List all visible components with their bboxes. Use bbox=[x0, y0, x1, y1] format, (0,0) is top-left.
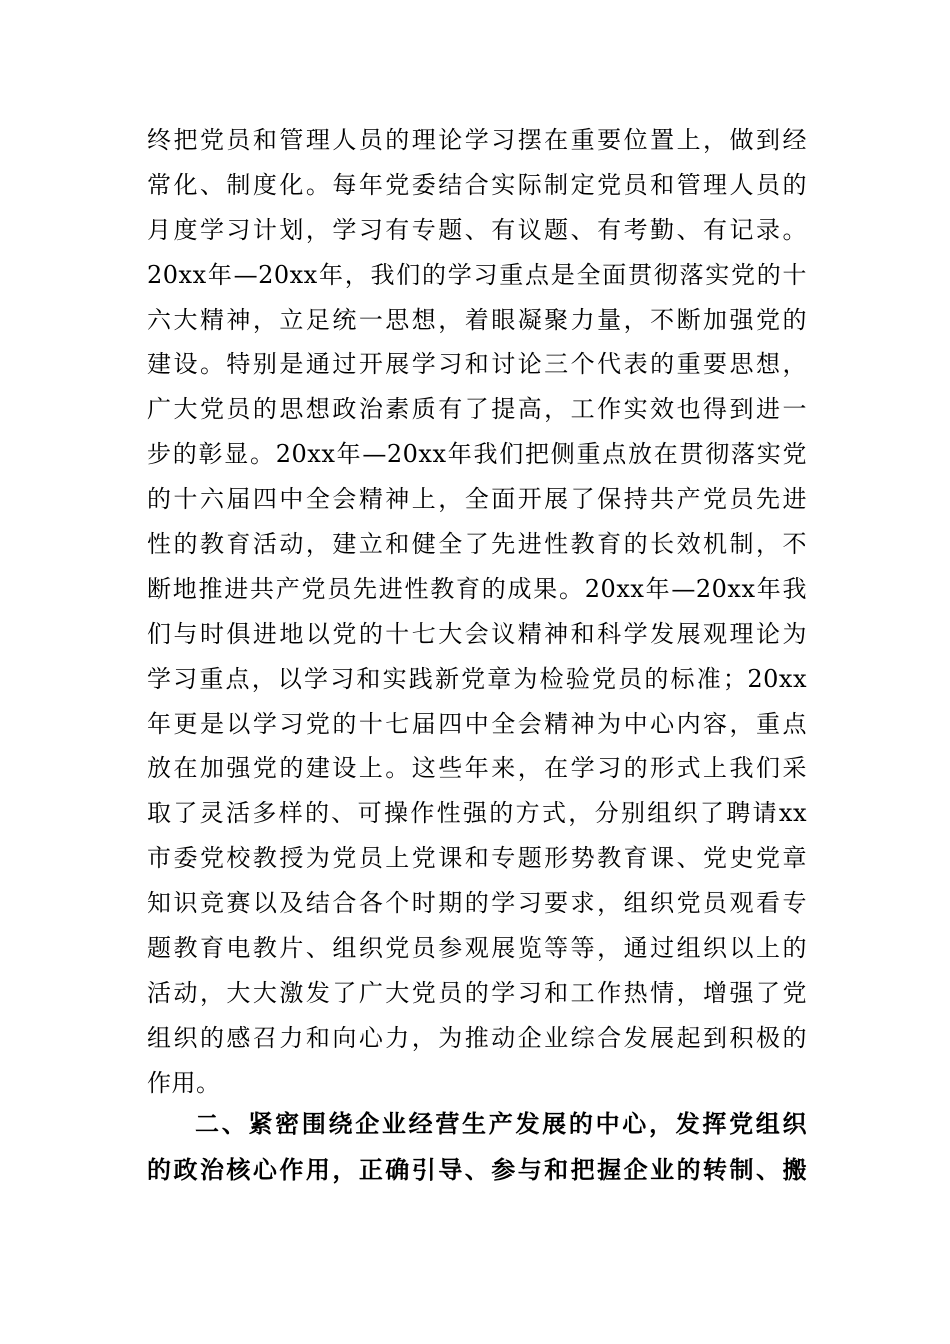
paragraph-line: 终把党员和管理人员的理论学习摆在重要位置上，做到经 bbox=[147, 126, 807, 154]
paragraph-line: 建设。特别是通过开展学习和讨论三个代表的重要思想， bbox=[147, 350, 807, 379]
paragraph-line: 放在加强党的建设上。这些年来，在学习的形式上我们采 bbox=[147, 754, 807, 783]
paragraph-line: 学习重点，以学习和实践新党章为检验党员的标准；20xx bbox=[147, 664, 807, 693]
paragraph-line: 知识竞赛以及结合各个时期的学习要求，组织党员观看专 bbox=[147, 889, 807, 918]
section-heading bbox=[147, 1101, 807, 1193]
paragraph-line: 组织的感召力和向心力，为推动企业综合发展起到积极的 bbox=[147, 1023, 807, 1052]
paragraph-line: 们与时俱进地以党的十七大会议精神和科学发展观理论为 bbox=[147, 619, 807, 648]
paragraph-line: 取了灵活多样的、可操作性强的方式，分别组织了聘请xx bbox=[147, 799, 807, 828]
paragraph-line: 断地推进共产党员先进性教育的成果。20xx年—20xx年我 bbox=[147, 574, 807, 603]
paragraph-line: 20xx年—20xx年，我们的学习重点是全面贯彻落实党的十 bbox=[147, 260, 807, 289]
paragraph-line: 月度学习计划，学习有专题、有议题、有考勤、有记录。 bbox=[147, 215, 807, 244]
body-paragraph bbox=[147, 118, 807, 1106]
heading-line: 二、紧密围绕企业经营生产发展的中心，发挥党组织 bbox=[195, 1110, 807, 1138]
paragraph-line: 常化、制度化。每年党委结合实际制定党员和管理人员的 bbox=[147, 170, 807, 199]
paragraph-line: 年更是以学习党的十七届四中全会精神为中心内容，重点 bbox=[147, 709, 807, 738]
paragraph-line: 活动，大大激发了广大党员的学习和工作热情，增强了党 bbox=[147, 978, 807, 1007]
paragraph-line: 广大党员的思想政治素质有了提高，工作实效也得到进一 bbox=[147, 395, 807, 424]
paragraph-line: 步的彰显。20xx年—20xx年我们把侧重点放在贯彻落实党 bbox=[147, 440, 807, 469]
paragraph-line: 市委党校教授为党员上党课和专题形势教育课、党史党章 bbox=[147, 844, 807, 873]
paragraph-line: 的十六届四中全会精神上，全面开展了保持共产党员先进 bbox=[147, 485, 807, 514]
heading-line: 的政治核心作用，正确引导、参与和把握企业的转制、搬 bbox=[147, 1156, 807, 1184]
paragraph-line: 题教育电教片、组织党员参观展览等等，通过组织以上的 bbox=[147, 934, 807, 963]
paragraph-line: 作用。 bbox=[147, 1068, 221, 1097]
paragraph-line: 性的教育活动，建立和健全了先进性教育的长效机制，不 bbox=[147, 530, 807, 559]
paragraph-line: 六大精神，立足统一思想，着眼凝聚力量，不断加强党的 bbox=[147, 305, 807, 334]
